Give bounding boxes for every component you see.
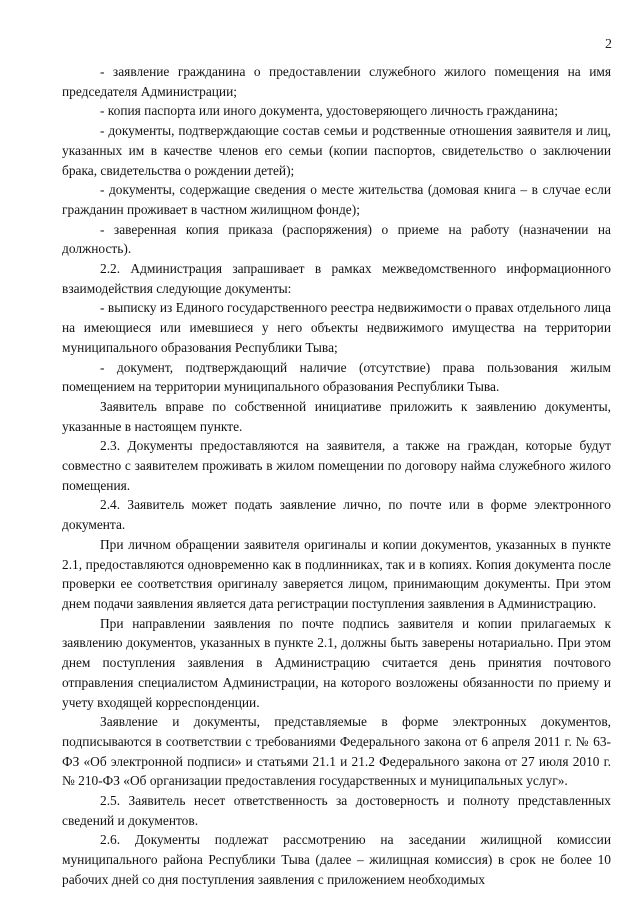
paragraph: - заявление гражданина о предоставлении служебного жилого помещения на имя председателя Администрации; [62,64,611,99]
document-body [62,62,611,890]
paragraph: При направлении заявления по почте подпись заявителя и копии прилагаемых к заявлению документов, указанных в пункте 2.1, должны быть заверены нотариально. При этом днем поступления заявления в Администрацию считается день принятия почтового отправления специалистом Администрации, на которого возложены обязанности по приему и учету входящей корреспонденции. [62,615,611,710]
paragraph: - заверенная копия приказа (распоряжения) о приеме на работу (назначении на должность). [62,221,611,257]
paragraph: 2.6. Документы подлежат рассмотрению на заседании жилищной комиссии муниципального района Республики Тыва (далее – жилищная комиссия) в срок не более 10 рабочих дней со дня поступления заявления с приложением необходимых [62,832,611,887]
paragraph: - документ, подтверждающий наличие (отсутствие) права пользования жилым помещением на территории муниципального образования Республики Тыва. [62,359,611,395]
paragraph: Заявитель вправе по собственной инициативе приложить к заявлению документы, указанные в настоящем пункте. [62,398,611,434]
paragraph: 2.3. Документы предоставляются на заявителя, а также на граждан, которые будут совместно с заявителем проживать в жилом помещении по договору найма служебного жилого помещения. [62,438,611,493]
paragraph: Заявление и документы, представляемые в форме электронных документов, подписываются в соответствии с требованиями Федерального закона от 6 апреля 2011 г. № 63-ФЗ «Об электронной подписи» и статьями 21.1 и 21.2 Федерального закона от 27 июля 2010 г. № 210-ФЗ «Об организации предоставления государственных и муниципальных услуг». [62,714,611,789]
paragraph: При личном обращении заявителя оригиналы и копии документов, указанных в пункте 2.1, предоставляются одновременно как в подлинниках, так и в копиях. Копия документа после проверки ее соответствия оригиналу заверяется лицом, принимающим документы. При этом днем подачи заявления является дата регистрации поступления заявления в Администрацию. [62,536,611,611]
paragraph: - документы, подтверждающие состав семьи и родственные отношения заявителя и лиц, указанных им в качестве членов его семьи (копии паспортов, свидетельство о заключении брака, свидетельства о рождении детей); [62,123,611,178]
paragraph: - копия паспорта или иного документа, удостоверяющего личность гражданина; [100,103,558,119]
page-number: 2 [605,37,612,52]
paragraph: - выписку из Единого государственного реестра недвижимости о правах отдельного лица на имеющиеся или имевшиеся у него объекты недвижимого имущества на территории муниципального образования Республики Тыва; [62,300,611,355]
paragraph: 2.5. Заявитель несет ответственность за достоверность и полноту представленных сведений и документов. [62,793,611,828]
paragraph: 2.2. Администрация запрашивает в рамках межведомственного информационного взаимодействия следующие документы: [62,261,611,296]
paragraph: - документы, содержащие сведения о месте жительства (домовая книга – в случае если гражданин проживает в частном жилищном фонде); [62,182,611,217]
paragraph: 2.4. Заявитель может подать заявление лично, по почте или в форме электронного документа. [62,497,611,533]
